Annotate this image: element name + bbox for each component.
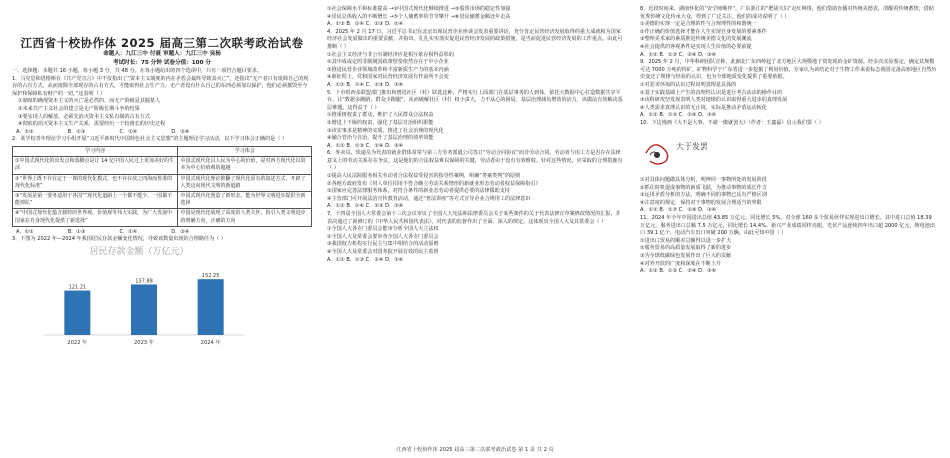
cartoon-illustration [640, 131, 710, 171]
cartoon-caption: 大于发罢 [676, 141, 708, 151]
chart-title: 居民存款金额（万亿元） [89, 246, 189, 257]
q1-statement: ②未来共产主义社会的建立是无产阶级长期斗争的结果 [18, 105, 140, 112]
page-footer: 江西省十校协作体 2025 届高三第二次联考政治试卷 第 1 页 共 2 页 [396, 447, 554, 453]
chart-category-label: 2023 年 [133, 339, 155, 346]
column-middle [327, 6, 625, 264]
text-line: 4．2025 年 2 月 17 日，习近平总书记在北京出席民营企业座谈会发表重要讲话，充分肯定民营经济发展取得的重大成就和为国家经济社会发展做出的重要贡献，并指出，扎扎实实落实促进民营经济发展的政策措施，是当前促进民营经济发展的工作重点。由此可推断（ ） [327, 28, 623, 50]
text-line: ②各地方政府发布《用人单位招用不符合确立劳动关系情形的新就业形态劳动者权益保障指引》 [327, 180, 541, 187]
text-line: 8．近段时间来，湖南怀化的“安茔师顺伴”，广东浙江的“肥胡夫妇”走红网络，他们借助直播对传统美德表，清醒着传统蓄情，借助优秀传统文化传承大众，得到了广泛关注。他们的成功说明了（ ） [640, 6, 934, 20]
table-row [13, 209, 312, 226]
table-cell: ③“发展是第一要务适用于各国”“现代化道路上一个都不能少，一国都不能掉队” [13, 191, 178, 208]
duration-line: 考试时长：75 分钟 试卷分值：100 分 [112, 60, 212, 66]
text-line: ③该实事求是精神的实质，推进了社会治理的现代化 [327, 127, 444, 134]
chart-data-label: 137.88 [135, 278, 153, 285]
text-line: ①进出口贸易的顺差总额得以进一步扩大 [640, 237, 732, 244]
text-line: A．①② B．①④ C．②③ D．③④ [327, 203, 404, 210]
table-cell: ②“世界上既不存在定于一尊的现代化模式，也不存在放之四海而皆准的现代化标准” [13, 174, 178, 191]
text-line: ①推重树权责了群众，维护了人民群众合法权益 [327, 112, 434, 119]
choice-d: D．③④ [171, 228, 190, 235]
chart-category-label: 2024 年 [200, 339, 221, 346]
text-line: ③整理美术家的素质推进传统美德文化的发展潮流 [640, 36, 752, 43]
text-line: 10．下边漫画《大不是大事，不就一微就罢大》（作者：王鑫磊）启示我们要（ ） [640, 119, 824, 126]
text-line: ②抓住时机促成事物的新质飞跃，为推动事物的成长作力 [640, 184, 767, 191]
text-line: ①提高人民法院服务相关劳动者合法权益受侵害的指导性案例，明确“类案类判”的原则 [327, 173, 521, 180]
table-cell: ①中国式现代化的出发点和落脚点是让 14 亿中国人民过上更加美好的生活 [13, 157, 178, 174]
choice-d: D．③④ [171, 128, 190, 135]
text-line: 6．外卖员、快递员为代表的就业群体常常与第三方劳务派遣公司签订“劳动合同协议”而非劳动合同。劳动者与用工方是否存在法律意义上的劳动关系存在争议，这是他们的合法权益难以保障的关键，劳动者由于没有有效维权。针对这些情况，应采取的合理措施有（ ） [327, 150, 623, 172]
text-line: 5．十市组西多联盟部门推出和增进社区（村）联选这种，严格实行上面部门在基层事务的人到体，依托大数据中心打造数据共享平台，让“数据多跑路，群众少跑腿”，从而破解社区（村）权小责大，力不从心的困局。基层治理减负增效的活力，该做法有效解决基层难题。这得益于（ ） [327, 89, 623, 111]
text-line: 9．2025 年 2 月，中华科研团队宣称，此湘北广东西岭起了北方地区大规模地下资发现的金矿资源，经多次实验鉴定，确定其规模可达 7000 万吨的钨矿。矿物科学于广东省进一步挖掘了利用价值，专家认为该结论对于生物工作来说标志我国完备高寒地区自然历史变迁了规律与经验的认识，也为全球地质变化提供了重要依据。 [640, 59, 937, 81]
text-line: A．①② B．①③ C．②④ D．③④ [640, 112, 717, 119]
text-line: A．①② B．①③ C．②④ D．③④ [640, 268, 717, 275]
author-line: 命题人：九江三中 付聂 审题人：九江三中 吴杨 [103, 51, 221, 57]
text-line: ④人类需求真理认识的无止境，实际是推动矛盾运动转化 [640, 104, 767, 111]
choice-a: A．①② [16, 128, 34, 135]
table-header: 学习内容 [13, 146, 178, 156]
text-line: ②服务贸易的高质量发展取得了新的进步 [640, 245, 732, 252]
text-line: ④全国人大及常委会对国务院开展有效的民主监督 [327, 249, 439, 255]
text-line: ②其中成或定的非制制国政策壁垒依然存在于中小企业 [327, 59, 449, 66]
choice-c: C．②④ [119, 228, 138, 235]
text-line: ④社会提供的客观条件是实现人生价值的必要前提 [640, 43, 752, 50]
text-line: A．①② B．①③ C．②④ D．③④ [327, 142, 404, 149]
choice-b: B．②③ [67, 128, 86, 135]
text-line: A．①③ B．①④ C．②③ D．②④ [327, 21, 404, 28]
question-3-stem: 3．下图为 2022 年—2024 年我国居民存款金额变化情况，导致该数量出现的合理路径为（ ） [12, 236, 226, 243]
text-line: ④注意度的规定，保持对于事物的发展合理适当的界限 [640, 199, 762, 206]
text-line: ④融合管治与自治，提升了基层治理的效率效能 [327, 135, 434, 142]
chart-bar [131, 284, 157, 335]
text-line: A．①② B．①④ C．②③ D．③④ [327, 81, 404, 88]
text-line: ③推进民营企业领域改革和丰富新质生产力的基本内涵 [327, 66, 449, 73]
text-line: ②增进上下级的权责，强化了基层自治组织职能 [327, 119, 434, 126]
question-2-stem: 2．某学校青年理论学习小组开展“习近平新时代中国特色社会主义思想”的主题理论学习活动，以下学习体会正确的是（ ） [12, 136, 288, 143]
table-cell: ④“中国式现代化蕴含独特的世界观、价值观等伟大实践，为广大发展中国家在自身现代化提供了新选择” [13, 209, 178, 226]
column-left [12, 6, 312, 352]
section-intro: 一、选择题：本题共 16 小题，每小题 3 分，共 48 分。在每小题给出的四个选项中，只有一项符合题目要求。 [12, 68, 263, 74]
q1-statement: ③要实现人的解放，必须先消灭资本主义私有制的占有方式 [18, 113, 150, 120]
table-row [13, 157, 312, 174]
chart-bar [198, 279, 224, 335]
text-line: ①全国人大各专门委员会能审分析全国人大立法权 [327, 226, 439, 233]
table-cell: 中国式现代化创造了新形态，能为世界文明进步提供全新选择 [178, 191, 312, 208]
text-line: ②全国人大及常委会要审查全国人大各专门委员会 [327, 233, 439, 240]
text-line: ③该科研攻坚发现表明人类对地球的认识取得重大进步的真理发展 [640, 97, 788, 104]
column-right [640, 6, 938, 276]
text-line: ③为全球低碳绿色发展作出了巨大的贡献 [640, 253, 732, 260]
deposit-chart [24, 247, 254, 352]
text-line: 11．2024 年全年中国进出总值 43.85 万亿元，同比增长 5%。对全球 160 多个贸易伙伴实现进出口增长，其中进口总值 18.39 万亿元，服务进出口总额 7.5 万亿元，同比增长 14.4%。新兴产业成绩同样亮眼，光伏产品连续四年出口超 2000 亿元，锂电池出口 39.1 亿个，电动汽车出口突破 200 万辆。由此可知中国（ ） [640, 215, 935, 237]
text-line: A．①② B．①③ C．②④ D．③④ [327, 256, 404, 263]
question-1-stem: 1．马克思和恩格斯在《共产党宣言》中不仅指出了“资本主义制度的内在矛盾会最终导致其灭亡”，还指出“无产者只有废除自己的现存的占有方式，从而废除全部现存的占有方式，才能取得社会生产力。无产者没有什么自己的东西必须加以保护，他们必须摧毁至今保护和保障私有财产的一切。”这表明（ ） [12, 75, 309, 97]
q1-statement: ①制度的确现资本主义的灭亡是必然的，而无产阶级是其掘墓人 [18, 98, 161, 105]
chart-data-label: 121.21 [68, 284, 87, 291]
text-line: ①美德的实现一定是合理的性与合规理性的和谐统一 [640, 21, 757, 28]
text-line: ①对具体问题做具体分析，明辨同一事物所处的发展阶段 [640, 177, 767, 184]
chart-bar [64, 291, 90, 335]
text-line: A．①② B．①③ C．②④ D．③④ [640, 51, 717, 58]
exam-title: 江西省十校协作体 2025 届高三第二次联考政治试卷 [20, 36, 304, 50]
table-header: 学习体会 [178, 146, 312, 156]
text-line: ③我国权力机构实行民主与集中相结合的活动原则 [327, 241, 439, 248]
chart-data-label: 152.25 [201, 273, 220, 280]
choice-a: A．①② [16, 228, 34, 235]
text-line: ④主管部门可开展法治宣传教育活动，通过“普法讲座”等方式宣导企业合规用工的法律意识 [327, 195, 531, 202]
text-line: A．①② B．①③ C．②④ D．③④ [640, 207, 717, 214]
chart-canvas [24, 247, 254, 352]
choice-c: C．①④ [119, 128, 138, 135]
text-line: ②基于实践基础上产生的真理性认识是进行考古活动的操作目的 [640, 89, 783, 96]
column-right-top [640, 6, 938, 128]
table-row [13, 191, 312, 208]
text-line: ②作正确的价值选择才能在人生实现自身发展的要素条件 [640, 28, 767, 35]
table-cell: 中国式现代化以人民为中心的价值，是对西方现代化以资本为中心价值观的超越 [178, 157, 312, 174]
column-right-bottom [640, 177, 938, 276]
text-line: ④居民总体收入的不断增长 →⑤个人储蓄率的节节攀升 →⑥居民储蓄金额还年走高 [327, 13, 511, 20]
table-row [13, 174, 312, 191]
chart-category-label: 2022 年 [67, 339, 88, 346]
text-line: ④对外开放的广度和深度在不断上升 [640, 260, 721, 267]
text-line: ①社会保障水平和标准提高 →②中国式现代化继续推进 →③股票市场的稳定性加强 [327, 6, 511, 12]
text-line: ③国家应完善法律服务体系，对符合条件的新业态劳动者提供必要的法律援助支持 [327, 188, 510, 195]
study-table [12, 146, 312, 227]
table-cell: 中国式现代化理论推翻了现代化原有的叙述方式，开辟了人类迈向现代文明的新道路 [178, 174, 312, 191]
text-line: 7．十四届全国人大常委会第十三次会议审议了全国人大宪法和法律委员会关于某些条件的关于代表法修正草案修改情况的汇报，并表决通过了新修订的《中华人民共和国代表法》，对代表的监督作出了全面、深入的规定。这体现出全国人大及其常委会（ ） [327, 211, 621, 225]
q1-statement: ④彻底的消灭资本主义生产关系，需要经历一个较漫长的历史过程 [18, 121, 166, 128]
text-line: ④新征程上，党和国家对民营经济发展有作前所不会变 [327, 74, 449, 81]
text-line: ①对恶劣环境的认识过程说明真理是具体的 [640, 81, 737, 88]
text-line: ③运用矛盾分析的方法，明确不同的事物已具有严格区别 [640, 192, 767, 199]
table-cell: 中国是现代化展现了高度的人类关怀，指引人类文明进步的明确方向，正确的方向 [178, 209, 312, 226]
choice-b: B．①③ [67, 228, 86, 235]
text-line: ①社会主义经济与非公有制经济应是相互依存相得益彰的 [327, 51, 454, 58]
